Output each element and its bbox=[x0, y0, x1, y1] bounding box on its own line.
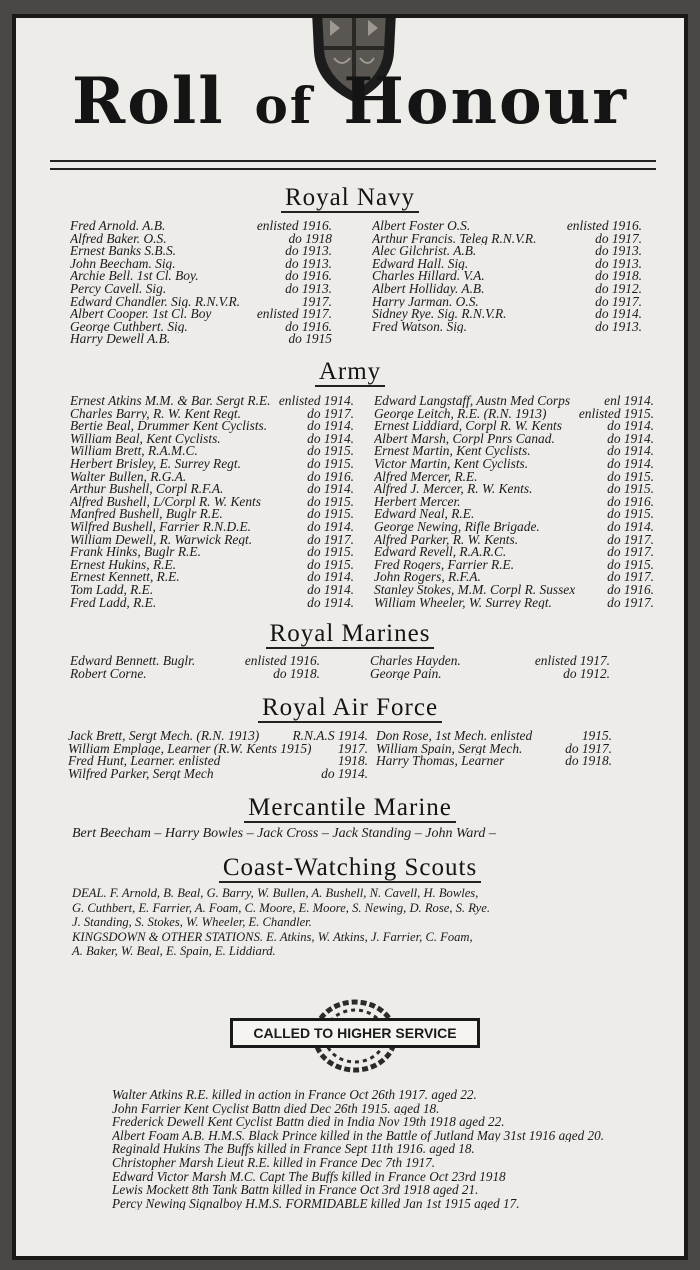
mercantile-marine-heading: Mercantile Marine bbox=[16, 794, 684, 822]
entry-enlisted: do 1917. bbox=[607, 531, 654, 547]
list-item bbox=[68, 740, 368, 756]
entry-name: Alfred Mercer, R.E. bbox=[374, 470, 478, 484]
entry-name: Frank Hinks, Buglr R.E. bbox=[70, 546, 201, 559]
entry-name: Don Rose, 1st Mech. enlisted bbox=[376, 730, 533, 743]
royal-navy-heading: Royal Navy bbox=[16, 184, 684, 212]
entry-name: Robert Corne. bbox=[70, 667, 147, 681]
entry-enlisted: do 1915. bbox=[307, 443, 354, 459]
entry-name: Archie Bell. 1st Cl. Boy. bbox=[70, 270, 199, 283]
entry-enlisted: enlisted 1916. bbox=[256, 218, 332, 233]
entry-name: John Rogers, R.F.A. bbox=[374, 571, 481, 584]
royal-air-force-left-column bbox=[68, 730, 368, 780]
royal-air-force-heading: Royal Air Force bbox=[16, 694, 684, 722]
entry-enlisted: do 1913. bbox=[595, 318, 642, 334]
royal-navy-right-column bbox=[372, 220, 642, 346]
entry-name: Alfred J. Mercer, R. W. Kents. bbox=[374, 483, 533, 496]
list-item bbox=[70, 665, 320, 681]
entry-enlisted: do 1915. bbox=[607, 481, 654, 497]
scouts-line: J. Standing, S. Stokes, W. Wheeler, E. Chandler. bbox=[72, 915, 312, 930]
entry-enlisted: do 1913. bbox=[285, 280, 332, 296]
entry-name: William Brett, R.A.M.C. bbox=[70, 445, 198, 458]
entry-name: Wilfred Parker, Sergt Mech bbox=[68, 767, 214, 781]
entry-enlisted: enlisted 1917. bbox=[534, 653, 610, 668]
entry-enlisted: 1917. bbox=[337, 740, 368, 756]
entry-name: William Spain, Sergt Mech. bbox=[376, 742, 523, 756]
entry-enlisted: enlisted 1915. bbox=[578, 405, 654, 421]
entry-enlisted: do 1914. bbox=[307, 518, 354, 534]
entry-name: Walter Bullen, R.G.A. bbox=[70, 470, 187, 484]
entry-enlisted: do 1915. bbox=[307, 506, 354, 522]
list-item bbox=[68, 730, 368, 743]
entry-name: Percy Cavell. Sig. bbox=[70, 282, 167, 296]
scouts-line: A. Baker, W. Beal, E. Spain, E. Liddiard. bbox=[72, 944, 276, 959]
entry-enlisted: do 1916. bbox=[307, 468, 354, 484]
entry-enlisted: do 1915. bbox=[607, 556, 654, 572]
entry-enlisted: do 1914. bbox=[307, 481, 354, 497]
coast-watching-scouts-heading: Coast-Watching Scouts bbox=[16, 854, 684, 882]
entry-name: William Dewell, R. Warwick Regt. bbox=[70, 533, 253, 547]
entry-enlisted: enlisted 1914. bbox=[278, 393, 354, 408]
title-word-of: of bbox=[254, 76, 314, 135]
entry-name: Ernest Hukins, R.E. bbox=[70, 558, 176, 572]
list-item bbox=[374, 594, 654, 610]
scouts-line: G. Cuthbert, E. Farrier, A. Foam, C. Moore, E. Moore, S. Newing, D. Rose, S. Rye. bbox=[72, 900, 491, 915]
entry-name: Fred Hunt, Learner. enlisted bbox=[68, 755, 221, 768]
royal-marines-right-column bbox=[370, 655, 610, 680]
entry-enlisted: do 1918. bbox=[595, 268, 642, 284]
entry-name: Arthur Francis. Teleg R.N.V.R. bbox=[372, 232, 537, 246]
entry-enlisted: do 1912. bbox=[563, 665, 610, 681]
entry-name: Alfred Baker. O.S. bbox=[70, 232, 167, 246]
roll-of-honour-board bbox=[12, 14, 688, 1260]
entry-enlisted: do 1914. bbox=[607, 430, 654, 446]
entry-name: Edward Neal, R.E. bbox=[374, 508, 475, 521]
entry-name: William Wheeler, W. Surrey Regt. bbox=[374, 596, 552, 610]
army-right-column bbox=[374, 395, 654, 609]
entry-name: Jack Brett, Sergt Mech. (R.N. 1913) bbox=[68, 730, 260, 743]
fallen-entry: Frederick Dewell Kent Cyclist Battn died in India Nov 19th 1918 aged 22. bbox=[112, 1115, 505, 1129]
royal-navy-left-column bbox=[70, 220, 332, 346]
entry-name: Charles Hayden. bbox=[370, 655, 461, 668]
entry-name: Fred Ladd, R.E. bbox=[70, 596, 157, 610]
title-word-honour: Honour bbox=[343, 64, 628, 139]
entry-enlisted: do 1918. bbox=[273, 665, 320, 681]
list-item bbox=[70, 594, 354, 610]
entry-name: Ernest Atkins M.M. & Bar. Sergt R.E. bbox=[70, 395, 271, 408]
fallen-list bbox=[112, 1088, 672, 1210]
entry-enlisted: 1917. bbox=[301, 293, 332, 309]
fallen-entry: John Farrier Kent Cyclist Battn died Dec 26th 1915. aged 18. bbox=[112, 1101, 440, 1116]
entry-name: Bertie Beal, Drummer Kent Cyclists. bbox=[70, 420, 268, 433]
entry-enlisted: do 1915. bbox=[307, 544, 354, 560]
list-item bbox=[376, 755, 612, 768]
royal-air-force-right-column bbox=[376, 730, 612, 780]
entry-name: Ernest Martin, Kent Cyclists. bbox=[374, 445, 531, 458]
entry-name: William Beal, Kent Cyclists. bbox=[70, 432, 221, 446]
mercantile-marine-names: Bert Beecham – Harry Bowles – Jack Cross – Jack Standing – John Ward – bbox=[72, 826, 496, 841]
entry-name: Harry Thomas, Learner bbox=[376, 755, 505, 768]
entry-name: Ernest Liddiard, Corpl R. W. Kents bbox=[374, 420, 562, 433]
entry-enlisted: do 1917. bbox=[595, 230, 642, 246]
entry-name: Herbert Brisley, E. Surrey Regt. bbox=[70, 457, 241, 471]
entry-enlisted: do 1915. bbox=[307, 556, 354, 572]
royal-marines-left-column bbox=[70, 655, 320, 680]
entry-name: Arthur Bushell, Corpl R.F.A. bbox=[70, 483, 224, 496]
entry-name: Edward Hall. Sig. bbox=[372, 257, 469, 271]
entry-name: Alfred Bushell, L/Corpl R. W. Kents bbox=[70, 495, 261, 509]
entry-enlisted: do 1917. bbox=[565, 740, 612, 756]
entry-name: Albert Foster O.S. bbox=[372, 220, 471, 233]
list-item bbox=[370, 665, 610, 681]
entry-enlisted: do 1914. bbox=[595, 306, 642, 322]
entry-enlisted: do 1912. bbox=[595, 280, 642, 296]
entry-enlisted: enlisted 1916. bbox=[244, 653, 320, 668]
entry-name: Fred Rogers, Farrier R.E. bbox=[374, 558, 515, 572]
army-list bbox=[70, 395, 654, 609]
entry-enlisted: do 1913. bbox=[285, 255, 332, 271]
entry-enlisted: do 1915 bbox=[288, 331, 332, 347]
entry-enlisted: do 1918 bbox=[288, 230, 332, 246]
entry-enlisted: do 1914. bbox=[607, 443, 654, 459]
scouts-line: DEAL. F. Arnold, B. Beal, G. Barry, W. Bullen, A. Bushell, N. Cavell, H. Bowles, bbox=[72, 886, 479, 900]
entry-name: Edward Chandler. Sig. R.N.V.R. bbox=[70, 295, 240, 309]
entry-enlisted: do 1914. bbox=[607, 455, 654, 471]
entry-enlisted: do 1914. bbox=[307, 430, 354, 446]
fallen-entry: Albert Foam A.B. H.M.S. Black Prince killed in the Battle of Jutland May 31st 1916 aged 20. bbox=[112, 1128, 604, 1143]
entry-name: Albert Holliday. A.B. bbox=[372, 282, 485, 296]
royal-marines-heading: Royal Marines bbox=[16, 620, 684, 648]
list-item bbox=[70, 280, 332, 296]
entry-name: Ernest Kennett, R.E. bbox=[70, 571, 180, 584]
entry-enlisted: enl 1914. bbox=[604, 393, 654, 408]
fallen-entry: Walter Atkins R.E. killed in action in France Oct 26th 1917. aged 22. bbox=[112, 1088, 477, 1102]
army-left-column bbox=[70, 395, 354, 609]
entry-enlisted: do 1915. bbox=[307, 455, 354, 471]
entry-enlisted: do 1913. bbox=[595, 243, 642, 259]
entry-enlisted: do 1915. bbox=[607, 468, 654, 484]
list-item bbox=[70, 333, 332, 346]
entry-enlisted: do 1914. bbox=[321, 765, 368, 781]
entry-name: Fred Watson. Sig. bbox=[372, 320, 467, 334]
entry-enlisted: enlisted 1917. bbox=[256, 306, 332, 322]
entry-enlisted: do 1917. bbox=[307, 405, 354, 421]
entry-name: George Leitch, R.E. (R.N. 1913) bbox=[374, 407, 547, 421]
entry-enlisted: do 1917. bbox=[595, 293, 642, 309]
entry-enlisted: do 1917. bbox=[607, 569, 654, 585]
entry-enlisted: do 1914. bbox=[607, 418, 654, 434]
entry-name: Albert Marsh, Corpl Pnrs Canad. bbox=[374, 432, 555, 446]
entry-enlisted: enlisted 1916. bbox=[566, 218, 642, 233]
entry-name: Ernest Banks S.B.S. bbox=[70, 245, 176, 258]
page-title bbox=[16, 64, 684, 139]
royal-air-force-list bbox=[68, 730, 612, 780]
entry-name: George Pain. bbox=[370, 667, 442, 681]
entry-enlisted: R.N.A.S 1914. bbox=[292, 728, 368, 743]
entry-name: George Newing, Rifle Brigade. bbox=[374, 520, 540, 534]
fallen-entry: Christopher Marsh Lieut R.E. killed in France Dec 7th 1917. bbox=[112, 1155, 436, 1170]
entry-name: Harry Dewell A.B. bbox=[70, 333, 171, 346]
entry-enlisted: do 1916. bbox=[285, 268, 332, 284]
entry-name: Herbert Mercer. bbox=[374, 495, 461, 509]
entry-enlisted: do 1915. bbox=[607, 506, 654, 522]
list-item bbox=[68, 765, 368, 781]
title-word-roll: Roll bbox=[72, 64, 225, 139]
entry-enlisted: do 1917. bbox=[307, 531, 354, 547]
entry-enlisted: do 1913. bbox=[595, 255, 642, 271]
entry-enlisted: do 1914. bbox=[307, 581, 354, 597]
entry-name: Stanley Stokes, M.M. Corpl R. Sussex bbox=[374, 583, 576, 597]
fallen-entry: Edward Victor Marsh M.C. Capt The Buffs killed in France Oct 23rd 1918 bbox=[112, 1169, 506, 1184]
coast-watching-scouts-names bbox=[72, 886, 490, 959]
royal-navy-list bbox=[70, 220, 642, 346]
entry-name: Edward Bennett. Buglr. bbox=[70, 655, 196, 668]
entry-enlisted: do 1917. bbox=[607, 544, 654, 560]
fallen-entry: Reginald Hukins The Buffs killed in France Sept 11th 1916. aged 18. bbox=[112, 1142, 475, 1156]
entry-enlisted: do 1914. bbox=[307, 594, 354, 610]
entry-name: Edward Langstaff, Austn Med Corps bbox=[374, 395, 571, 408]
entry-enlisted: do 1918. bbox=[565, 753, 612, 769]
entry-name: George Cuthbert. Sig. bbox=[70, 320, 188, 334]
entry-enlisted: 1915. bbox=[581, 728, 612, 743]
entry-enlisted: do 1916. bbox=[607, 493, 654, 509]
entry-name: Alfred Parker, R. W. Kents. bbox=[374, 533, 519, 547]
list-item bbox=[372, 318, 642, 334]
entry-enlisted: do 1916. bbox=[607, 581, 654, 597]
entry-enlisted: do 1915. bbox=[307, 493, 354, 509]
called-to-higher-service-label: CALLED TO HIGHER SERVICE bbox=[230, 1018, 480, 1048]
scouts-line: KINGSDOWN & OTHER STATIONS. E. Atkins, W. Atkins, J. Farrier, C. Foam, bbox=[72, 929, 473, 944]
entry-enlisted: do 1914. bbox=[607, 518, 654, 534]
entry-name: Tom Ladd, R.E. bbox=[70, 583, 154, 597]
fallen-entry: Percy Newing Signalboy H.M.S. FORMIDABLE killed Jan 1st 1915 aged 17. bbox=[112, 1196, 520, 1211]
entry-enlisted: do 1914. bbox=[307, 569, 354, 585]
entry-enlisted: 1918. bbox=[337, 753, 368, 769]
entry-name: John Beecham. Sig. bbox=[70, 257, 176, 271]
entry-enlisted: do 1917. bbox=[607, 594, 654, 610]
entry-name: Victor Martin, Kent Cyclists. bbox=[374, 457, 529, 471]
army-heading: Army bbox=[16, 358, 684, 386]
entry-name: Charles Hillard. V.A. bbox=[372, 270, 485, 283]
entry-name: Charles Barry, R. W. Kent Regt. bbox=[70, 407, 241, 421]
royal-marines-list bbox=[70, 655, 610, 680]
fallen-entry: Lewis Mockett 8th Tank Battn killed in France Oct 3rd 1918 aged 21. bbox=[112, 1183, 479, 1197]
entry-enlisted: do 1913. bbox=[285, 243, 332, 259]
entry-name: Manfred Bushell, Buglr R.E. bbox=[70, 508, 223, 521]
entry-enlisted: do 1916. bbox=[285, 318, 332, 334]
entry-enlisted: do 1914. bbox=[307, 418, 354, 434]
entry-name: Fred Arnold. A.B. bbox=[70, 220, 166, 233]
entry-name: Albert Cooper. 1st Cl. Boy bbox=[70, 308, 212, 321]
entry-name: Edward Revell, R.A.R.C. bbox=[374, 546, 507, 559]
entry-name: Sidney Rye. Sig. R.N.V.R. bbox=[372, 308, 507, 321]
entry-name: Harry Jarman. O.S. bbox=[372, 295, 479, 309]
entry-name: William Emplage, Learner (R.W. Kents 1915) bbox=[68, 742, 312, 756]
entry-name: Alec Gilchrist. A.B. bbox=[372, 245, 477, 258]
entry-name: Wilfred Bushell, Farrier R.N.D.E. bbox=[70, 520, 252, 534]
title-divider bbox=[50, 160, 656, 170]
